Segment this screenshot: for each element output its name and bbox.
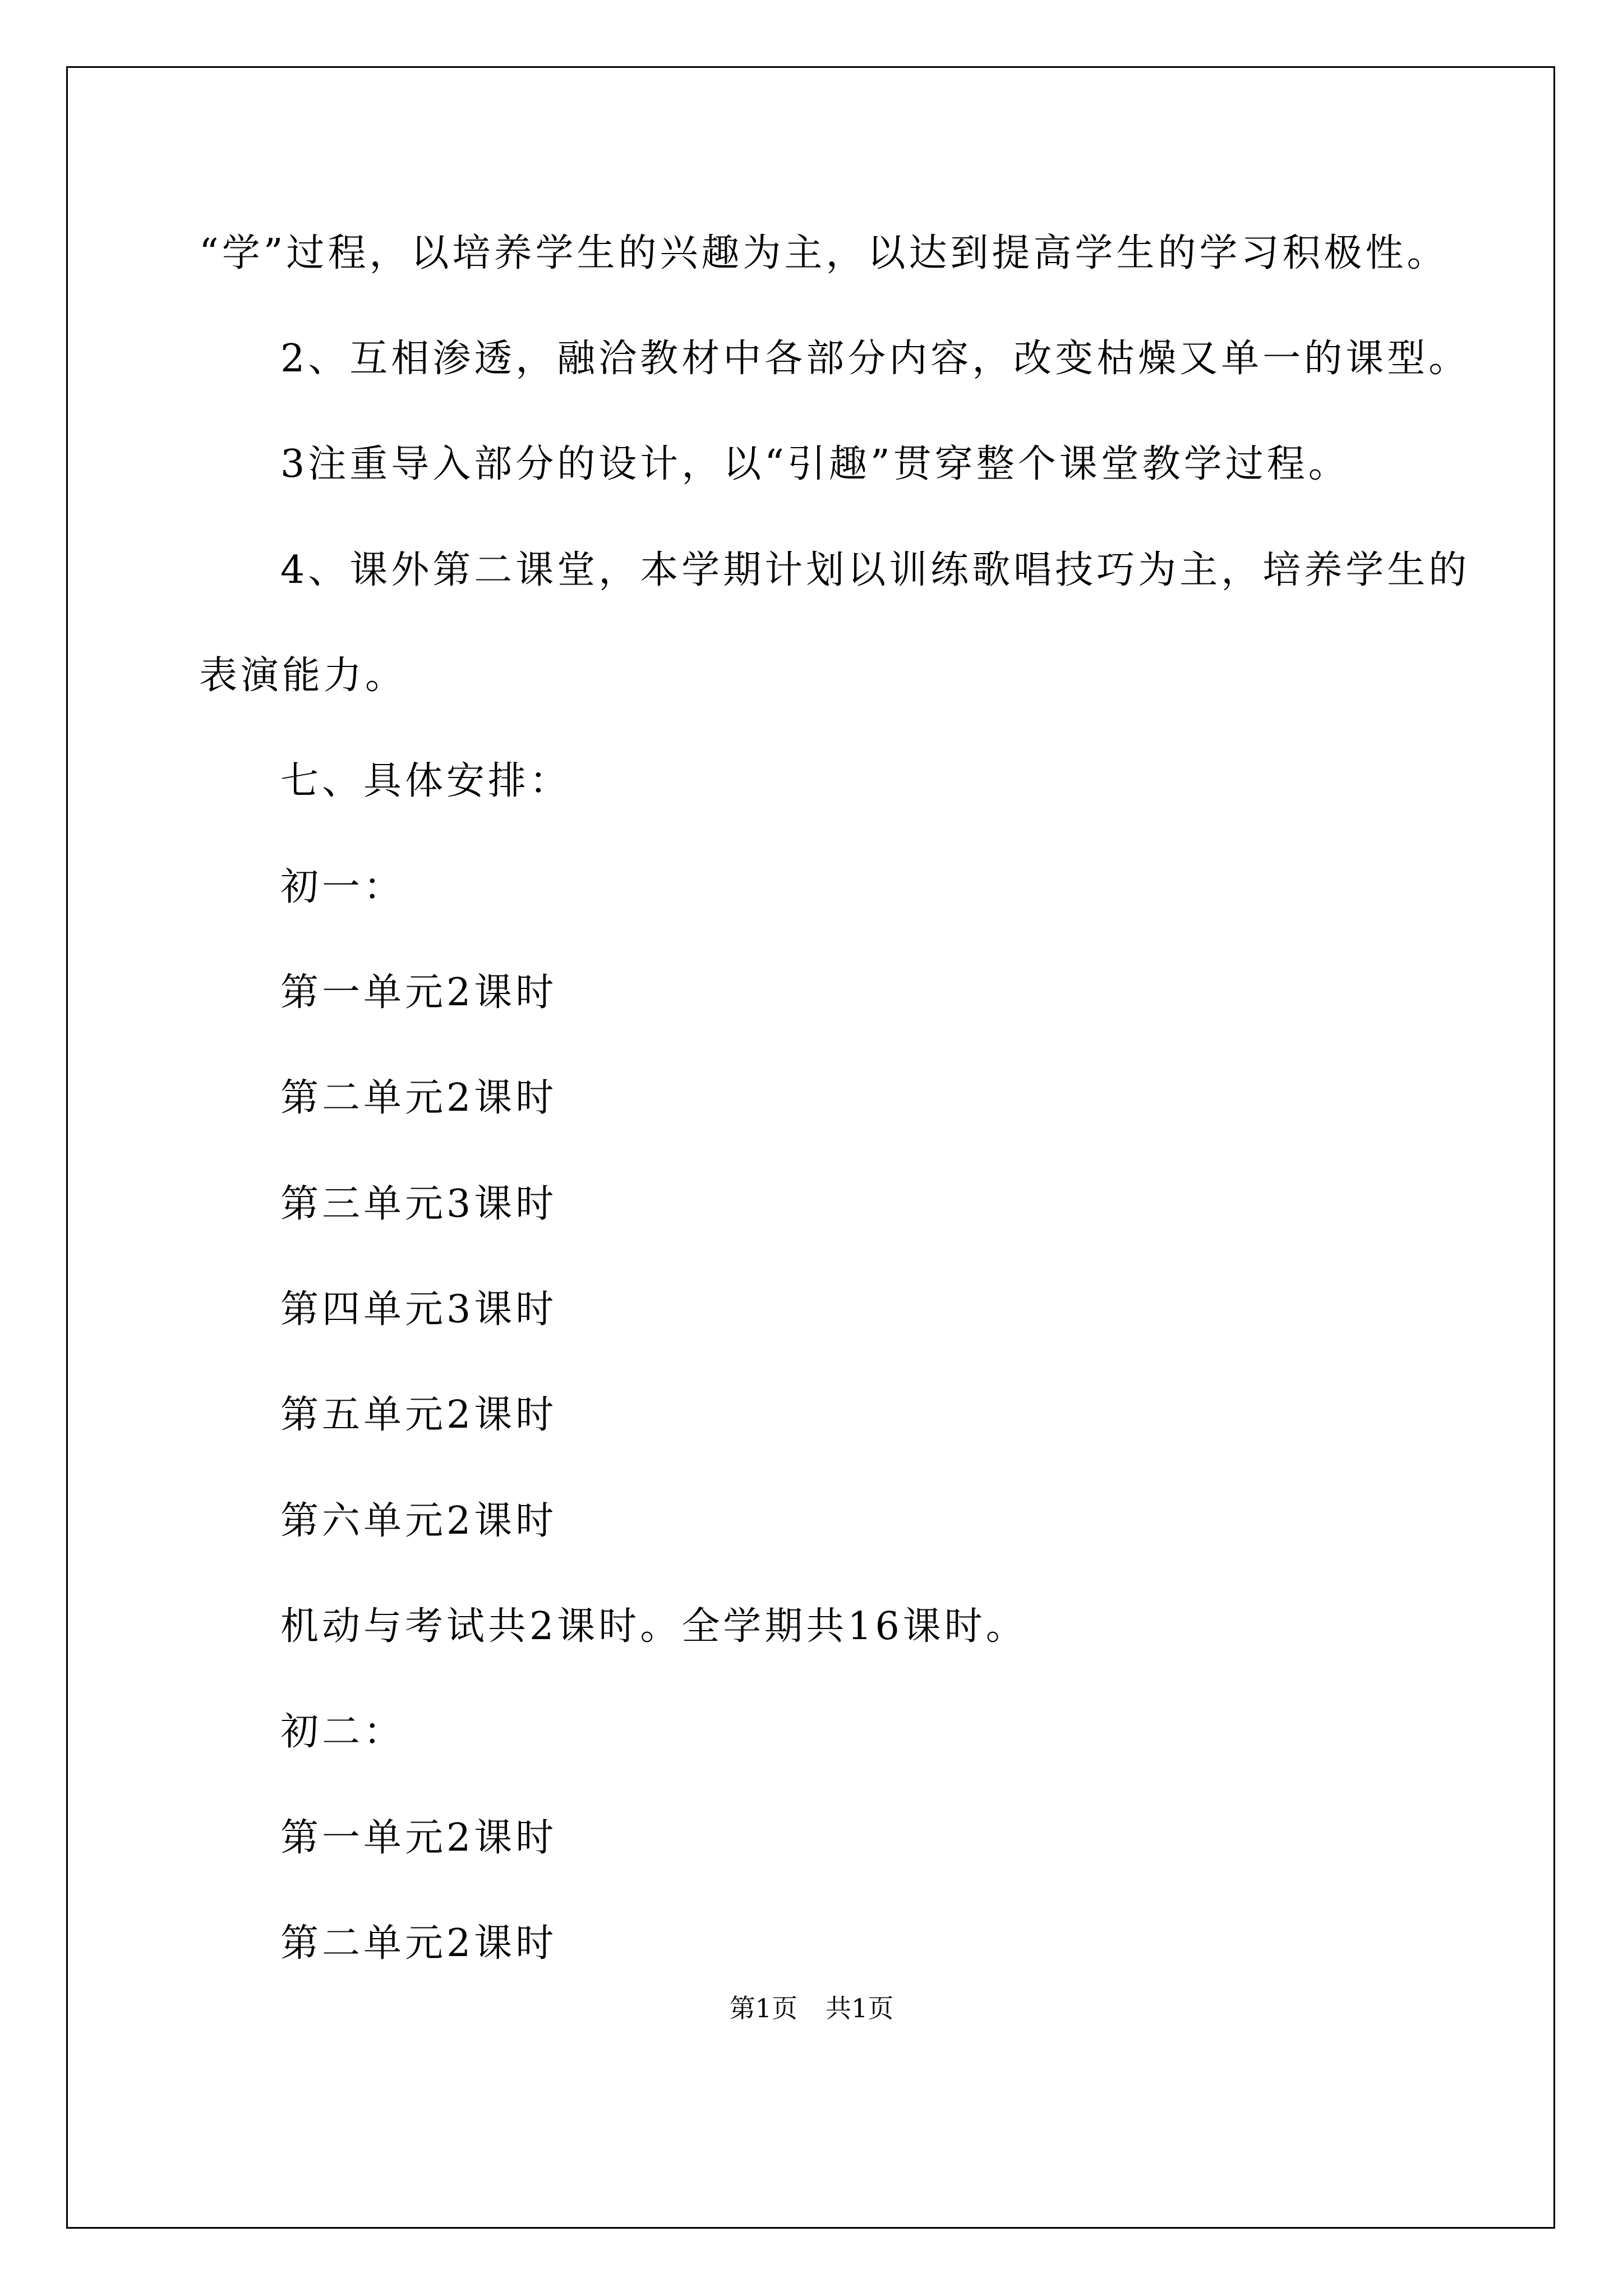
summary-line: 机动与考试共2课时。全学期共16课时。 [280,1604,1027,1649]
paragraph-line: 2、互相渗透，融洽教材中各部分内容，改变枯燥又单一的课型。 [280,337,1470,381]
list-item: 第二单元2课时 [280,1076,557,1120]
paragraph-line: 表演能力。 [199,654,407,698]
section-heading: 七、具体安排： [280,759,571,803]
grade-heading: 初一： [280,865,405,909]
grade-heading: 初二： [280,1710,405,1754]
paragraph-line: 4、课外第二课堂，本学期计划以训练歌唱技巧为主，培养学生的 [280,548,1470,592]
page-total: 共1页 [826,1993,894,2023]
paragraph-line: “学”过程，以培养学生的兴趣为主，以达到提高学生的学习积极性。 [199,231,1449,275]
page-number: 第1页 [729,1993,797,2023]
list-item: 第五单元2课时 [280,1393,557,1437]
list-item: 第二单元2课时 [280,1921,557,1966]
list-item: 第一单元2课时 [280,1816,557,1860]
list-item: 第四单元3课时 [280,1287,557,1332]
list-item: 第六单元2课时 [280,1499,557,1543]
list-item: 第三单元3课时 [280,1182,557,1226]
page-footer [0,1991,1623,2025]
list-item: 第一单元2课时 [280,970,557,1015]
page-border [66,66,1555,2229]
paragraph-line: 3注重导入部分的设计，以“引趣”贯穿整个课堂教学过程。 [280,442,1350,486]
